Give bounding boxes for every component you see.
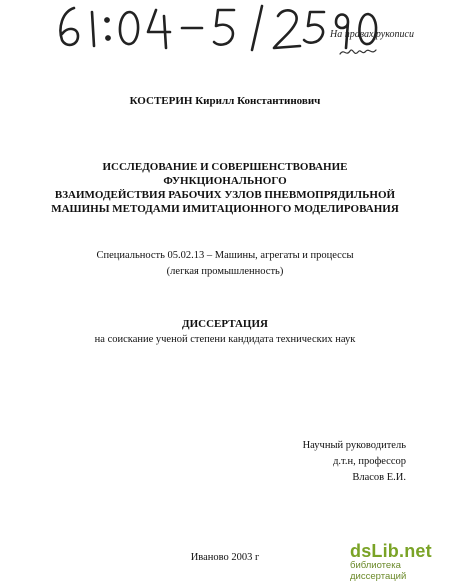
supervisor-role: Научный руководитель: [302, 440, 406, 451]
rights-note: На правах рукописи: [330, 29, 414, 40]
dissertation-title: [40, 160, 410, 216]
specialty-note: (легкая промышленность): [166, 266, 284, 277]
document-type: ДИССЕРТАЦИЯ: [182, 318, 268, 330]
supervisor-block: [303, 438, 406, 486]
signature: [338, 45, 378, 59]
place-year: Иваново 2003 г: [190, 552, 260, 563]
title-line: МАШИНЫ МЕТОДАМИ ИМИТАЦИОННОГО МОДЕЛИРОВАНИЯ: [51, 203, 399, 215]
title-line: ИССЛЕДОВАНИЕ И СОВЕРШЕНСТВОВАНИЕ ФУНКЦИОНАЛЬНОГО: [102, 161, 348, 187]
author-name: КОСТЕРИН Кирилл Константинович: [129, 95, 321, 107]
supervisor-degree: д.т.н, профессор: [333, 456, 406, 467]
watermark-subtitle: библиотека диссертаций: [350, 560, 407, 582]
watermark-logo: [350, 541, 450, 562]
dslib-watermark[interactable]: [350, 541, 450, 581]
watermark-logo-tld: .net: [399, 541, 432, 561]
supervisor-name: Власов Е.И.: [352, 472, 406, 483]
title-line: ВЗАИМОДЕЙСТВИЯ РАБОЧИХ УЗЛОВ ПНЕВМОПРЯДИЛЬНОЙ: [54, 189, 396, 201]
watermark-logo-main: dsLib: [350, 541, 399, 561]
specialty-line: Специальность 05.02.13 – Машины, агрегаты и процессы: [96, 250, 354, 261]
degree-sought: на соискание ученой степени кандидата технических наук: [94, 334, 356, 345]
handwritten-code: [52, 2, 382, 52]
